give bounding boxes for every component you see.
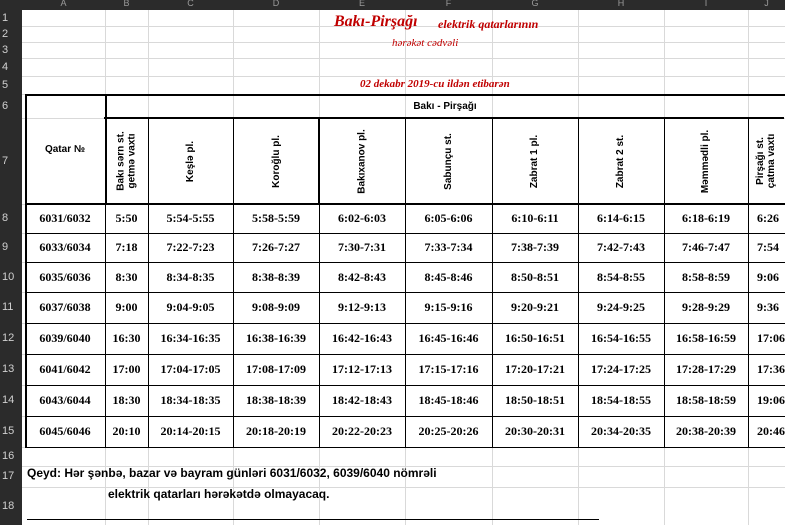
time-cell[interactable]: 8:45-8:46 (424, 269, 473, 284)
time-cell[interactable]: 6:05-6:06 (424, 211, 473, 225)
time-cell[interactable]: 16:50-16:51 (505, 331, 565, 345)
select-all-corner[interactable] (0, 0, 22, 10)
time-cell[interactable]: 6:18-6:19 (682, 211, 730, 225)
time-cell[interactable]: 20:30-20:31 (505, 424, 565, 438)
time-cell[interactable]: 19:06 (757, 393, 785, 407)
time-cell[interactable]: 18:58-18:59 (676, 393, 736, 407)
time-cell[interactable]: 9:04-9:05 (166, 300, 215, 314)
time-cell[interactable]: 17:08-17:09 (246, 362, 306, 376)
title-rest: elektrik qatarlarının (438, 17, 539, 31)
time-cell[interactable]: 20:22-20:23 (332, 424, 392, 438)
column-header-b[interactable]: B (105, 0, 148, 10)
row-header-5[interactable]: 5 (0, 76, 22, 94)
table-border (148, 204, 149, 447)
row-header-8[interactable]: 8 (0, 204, 22, 233)
table-border (748, 118, 749, 204)
table-border (664, 204, 665, 447)
time-cell[interactable]: 17:06 (757, 331, 785, 345)
time-cell[interactable]: 9:08-9:09 (252, 300, 300, 314)
time-cell[interactable]: 6:14-6:15 (597, 211, 645, 225)
row-header-4[interactable]: 4 (0, 58, 22, 76)
column-header-e[interactable]: E (319, 0, 405, 10)
note-line1: Qeyd: Hər şənbə, bazar və bayram günləri 6031/6032, 6039/6040 nömrəli (27, 466, 437, 480)
time-cell[interactable]: 20:14-20:15 (160, 424, 221, 438)
time-cell[interactable]: 16:38-16:39 (246, 331, 306, 345)
time-cell[interactable]: 17:24-17:25 (591, 362, 651, 376)
route-header[interactable]: Bakı - Pirşağı (413, 100, 477, 112)
time-cell[interactable]: 16:45-16:46 (418, 331, 479, 345)
time-cell[interactable]: 7:42-7:43 (597, 240, 645, 254)
time-cell[interactable]: 17:12-17:13 (332, 362, 392, 376)
table-border (25, 94, 27, 448)
time-cell[interactable]: 18:42-18:43 (332, 393, 392, 407)
train-number-cell[interactable]: 6033/6034 (39, 240, 91, 254)
row-header-11[interactable]: 11 (0, 292, 22, 323)
time-cell[interactable]: 5:50 (115, 211, 138, 225)
column-header-a[interactable]: A (22, 0, 105, 10)
train-number-cell[interactable]: 6035/6036 (39, 269, 91, 284)
row-header-13[interactable]: 13 (0, 354, 22, 385)
time-cell[interactable]: 7:22-7:23 (166, 240, 215, 254)
time-cell[interactable]: 9:12-9:13 (338, 300, 386, 314)
time-cell[interactable]: 18:45-18:46 (418, 393, 479, 407)
column-header-d[interactable]: D (233, 0, 319, 10)
table-border (319, 204, 320, 447)
train-number-cell[interactable]: 6043/6044 (39, 393, 91, 407)
station-header-6[interactable]: Zabrat 1 pl. (529, 134, 541, 188)
time-cell[interactable]: 17:15-17:16 (418, 362, 479, 376)
note-line2: elektrik qatarları hərəkətdə olmayacaq. (108, 487, 330, 501)
table-border (233, 118, 234, 204)
row-header-6[interactable]: 6 (0, 94, 22, 118)
table-border (25, 447, 785, 448)
time-cell[interactable]: 17:04-17:05 (160, 362, 221, 376)
time-cell[interactable]: 20:38-20:39 (676, 424, 736, 438)
time-cell[interactable]: 16:34-16:35 (160, 331, 221, 345)
time-cell[interactable]: 6:26 (757, 211, 779, 225)
time-cell[interactable]: 7:54 (757, 240, 779, 254)
table-border (148, 118, 149, 204)
time-cell[interactable]: 7:33-7:34 (424, 240, 473, 254)
time-cell[interactable]: 18:50-18:51 (505, 393, 565, 407)
time-cell[interactable]: 16:58-16:59 (676, 331, 736, 345)
station-header-3[interactable]: Koroğlu pl. (270, 134, 282, 188)
gridline (22, 76, 785, 77)
time-cell[interactable]: 5:58-5:59 (252, 211, 300, 225)
time-cell[interactable]: 16:30 (112, 331, 141, 345)
row-header-10[interactable]: 10 (0, 262, 22, 292)
row-header-9[interactable]: 9 (0, 233, 22, 262)
title-line2: hərəkət cədvəli (392, 37, 459, 49)
station-header-4[interactable]: Bakıxanov pl. (356, 128, 368, 194)
table-border (492, 118, 493, 204)
train-number-cell[interactable]: 6045/6046 (39, 424, 91, 438)
time-cell[interactable]: 6:02-6:03 (338, 211, 386, 225)
time-cell[interactable]: 9:24-9:25 (597, 300, 645, 314)
table-border (105, 204, 106, 447)
time-cell[interactable]: 18:54-18:55 (591, 393, 651, 407)
station-header-2[interactable]: Keşlə pl. (184, 140, 196, 182)
row-header-12[interactable]: 12 (0, 323, 22, 354)
time-cell[interactable]: 18:38-18:39 (246, 393, 306, 407)
time-cell[interactable]: 16:54-16:55 (591, 331, 651, 345)
time-cell[interactable]: 8:34-8:35 (166, 269, 215, 284)
station-header-1[interactable]: Bakı sərn st. getmə vaxtı (115, 131, 138, 191)
row-header-14[interactable]: 14 (0, 385, 22, 416)
row-header-2[interactable]: 2 (0, 26, 22, 42)
time-cell[interactable]: 8:30 (115, 269, 138, 284)
column-header-c[interactable]: C (148, 0, 233, 10)
station-header-9[interactable]: Pirşağı st. çatma vaxtı (755, 133, 778, 189)
table-border (664, 118, 665, 204)
title-route: Bakı-Pirşağı (334, 13, 418, 30)
time-cell[interactable]: 20:18-20:19 (246, 424, 306, 438)
time-cell[interactable]: 7:30-7:31 (338, 240, 386, 254)
row-header-7[interactable]: 7 (0, 118, 22, 204)
table-border (405, 204, 406, 447)
time-cell[interactable]: 6:10-6:11 (511, 211, 559, 225)
table-border (25, 94, 785, 96)
table-border (748, 204, 749, 447)
row-header-18[interactable]: 18 (0, 487, 22, 525)
time-cell[interactable]: 17:36 (757, 362, 785, 376)
train-number-cell[interactable]: 6039/6040 (39, 331, 91, 345)
time-cell[interactable]: 9:28-9:29 (682, 300, 730, 314)
time-cell[interactable]: 17:20-17:21 (505, 362, 565, 376)
table-border (578, 204, 579, 447)
train-number-cell[interactable]: 6041/6042 (39, 362, 91, 376)
time-cell[interactable]: 18:34-18:35 (160, 393, 221, 407)
row-header-16[interactable]: 16 (0, 447, 22, 466)
table-border (104, 117, 784, 119)
time-cell[interactable]: 8:42-8:43 (338, 269, 386, 284)
table-border (233, 204, 234, 447)
gridline (22, 58, 785, 59)
table-border (492, 204, 493, 447)
time-cell[interactable]: 7:18 (115, 240, 138, 254)
time-cell[interactable]: 8:38-8:39 (252, 269, 300, 284)
time-cell[interactable]: 9:20-9:21 (511, 300, 559, 314)
table-border (578, 118, 579, 204)
time-cell[interactable]: 20:46 (757, 424, 785, 438)
time-cell[interactable]: 9:06 (757, 269, 779, 284)
train-number-cell[interactable]: 6031/6032 (39, 211, 91, 225)
time-cell[interactable]: 9:15-9:16 (424, 300, 473, 314)
time-cell[interactable]: 16:42-16:43 (332, 331, 392, 345)
row-header-17[interactable]: 17 (0, 466, 22, 487)
time-cell[interactable]: 8:50-8:51 (511, 269, 559, 284)
station-header-5[interactable]: Sabunçu st. (443, 132, 454, 190)
column-header-g[interactable]: G (492, 0, 578, 10)
time-cell[interactable]: 8:54-8:55 (597, 269, 645, 284)
time-cell[interactable]: 5:54-5:55 (166, 211, 215, 225)
time-cell[interactable]: 7:26-7:27 (252, 240, 300, 254)
train-number-header[interactable]: Qatar № (44, 143, 86, 155)
column-header-f[interactable]: F (405, 0, 492, 10)
table-border (405, 118, 406, 204)
table-border (105, 94, 107, 204)
station-header-8[interactable]: Məmmədli pl. (700, 129, 712, 193)
train-number-cell[interactable]: 6037/6038 (39, 300, 91, 314)
row-header-15[interactable]: 15 (0, 416, 22, 447)
column-header-j[interactable]: J (748, 0, 785, 10)
time-cell[interactable]: 9:36 (757, 300, 779, 314)
row-header-1[interactable]: 1 (0, 10, 22, 26)
title-date: 02 dekabr 2019-cu ildən etibarən (360, 78, 510, 90)
table-border (318, 118, 320, 204)
time-cell[interactable]: 18:30 (112, 393, 141, 407)
column-header-i[interactable]: I (664, 0, 748, 10)
time-cell[interactable]: 9:00 (115, 300, 138, 314)
time-cell[interactable]: 20:34-20:35 (591, 424, 651, 438)
time-cell[interactable]: 7:38-7:39 (511, 240, 559, 254)
column-header-h[interactable]: H (578, 0, 664, 10)
time-cell[interactable]: 7:46-7:47 (682, 240, 730, 254)
row-header-3[interactable]: 3 (0, 42, 22, 58)
time-cell[interactable]: 8:58-8:59 (682, 269, 730, 284)
time-cell[interactable]: 17:00 (112, 362, 141, 376)
time-cell[interactable]: 17:28-17:29 (676, 362, 736, 376)
time-cell[interactable]: 20:10 (112, 424, 141, 438)
station-header-7[interactable]: Zabrat 2 st. (615, 134, 627, 188)
table-border (27, 519, 599, 520)
time-cell[interactable]: 20:25-20:26 (418, 424, 479, 438)
